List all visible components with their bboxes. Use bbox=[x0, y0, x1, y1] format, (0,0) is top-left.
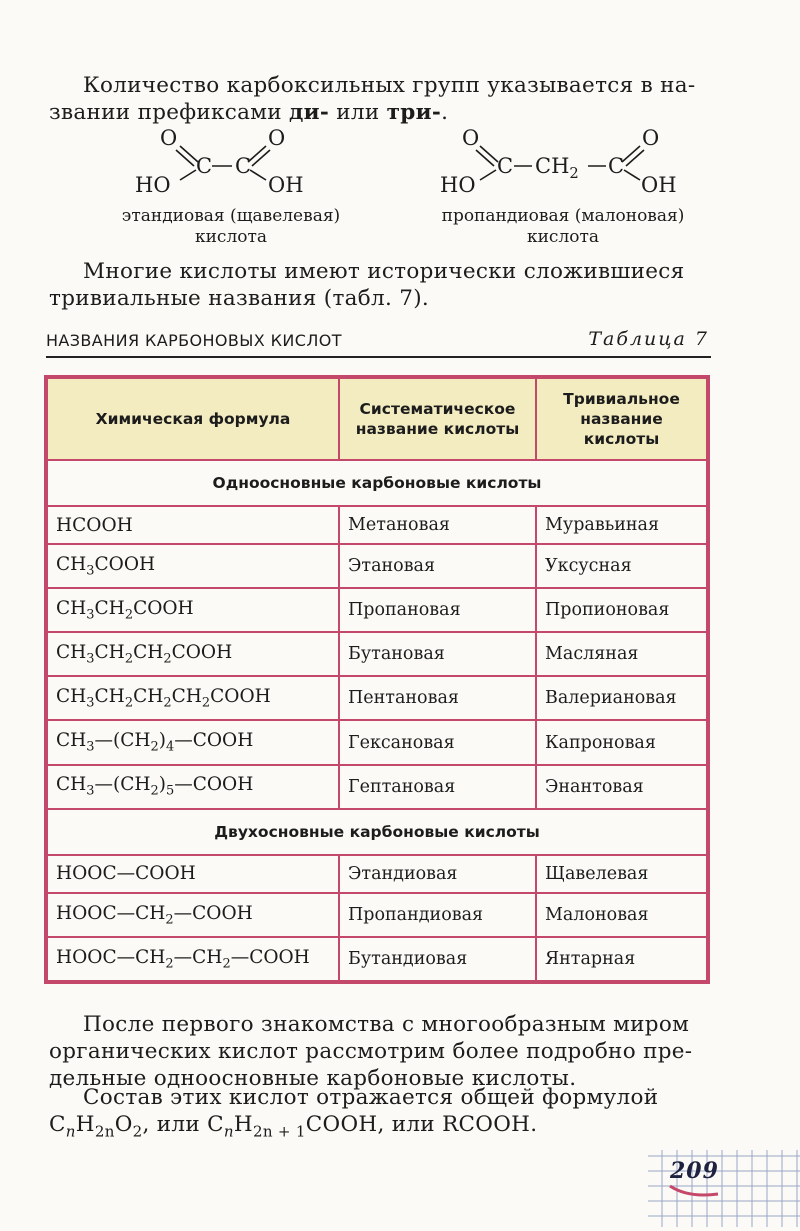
formula-cell: HCOOH bbox=[48, 507, 338, 543]
oxalic-ho: HO bbox=[135, 173, 171, 197]
malonic-ch2: $CH_2$ bbox=[535, 154, 579, 183]
malonic-caption: пропандиовая (малоновая) кислота bbox=[441, 206, 685, 247]
trivial-cell: Пропионовая bbox=[537, 589, 706, 631]
general-formulas: $C_nH_{2n}O_2$, или $C_nH_{2n + 1}COOH$, или RCOOH. bbox=[49, 1112, 538, 1141]
table-row bbox=[48, 507, 706, 543]
table-row bbox=[48, 766, 706, 808]
group-row-monobasic: Одноосновные карбоновые кислоты bbox=[48, 461, 706, 505]
systematic-cell: Пропандиовая bbox=[340, 894, 535, 936]
oxalic-o-right: O bbox=[268, 126, 286, 150]
oxalic-c-left: C bbox=[196, 154, 213, 178]
trivial-cell: Капроновая bbox=[537, 721, 706, 763]
systematic-cell: Этановая bbox=[340, 545, 535, 587]
carboxylic-acids-table bbox=[44, 375, 710, 984]
study-paragraph: После первого знакомства с многообразным миром органических кислот рассмотрим более подробно пре- дельные одноосновные карбоновые кислоты. bbox=[49, 1012, 693, 1091]
intro-line-2: звании префиксами ди- или три-. bbox=[49, 100, 449, 125]
formula-rcooh: RCOOH bbox=[442, 1112, 531, 1137]
formula-cell: $CH_3CH_2CH_2COOH$ bbox=[48, 633, 338, 675]
page-number-corner bbox=[648, 1150, 800, 1227]
table-row bbox=[48, 677, 706, 719]
formula-cnh2n1cooh: $C_nH_{2n + 1}COOH$ bbox=[207, 1112, 378, 1141]
table-title: НАЗВАНИЯ КАРБОНОВЫХ КИСЛОТ bbox=[46, 331, 342, 350]
header-systematic: Систематическое название кислоты bbox=[340, 379, 535, 459]
table-row bbox=[48, 894, 706, 936]
table-row bbox=[48, 721, 706, 763]
table-row bbox=[48, 938, 706, 980]
page-number: 209 bbox=[670, 1158, 719, 1184]
systematic-cell: Метановая bbox=[340, 507, 535, 543]
malonic-ho: HO bbox=[440, 173, 476, 197]
prefix-di: ди- bbox=[289, 100, 330, 125]
table-label: Таблица 7 bbox=[588, 328, 709, 350]
table-row bbox=[48, 545, 706, 587]
trivial-cell: Уксусная bbox=[537, 545, 706, 587]
trivial-cell: Муравьиная bbox=[537, 507, 706, 543]
systematic-cell: Гексановая bbox=[340, 721, 535, 763]
intro-line-1: Количество карбоксильных групп указывается в на- bbox=[83, 73, 696, 98]
formula-cell: $CH_3—(CH_2)_4—COOH$ bbox=[48, 721, 338, 763]
prefix-tri: три- bbox=[386, 100, 442, 125]
table-heading bbox=[46, 326, 711, 358]
systematic-cell: Этандиовая bbox=[340, 856, 535, 892]
trivial-cell: Малоновая bbox=[537, 894, 706, 936]
systematic-cell: Гептановая bbox=[340, 766, 535, 808]
intro-paragraph bbox=[49, 72, 723, 126]
formula-cnh2no2: $C_nH_{2n}O_2$ bbox=[49, 1112, 143, 1141]
table-row bbox=[48, 589, 706, 631]
formula-cell: $CH_3CH_2CH_2CH_2COOH$ bbox=[48, 677, 338, 719]
oxalic-caption: этандиовая (щавелевая) кислота bbox=[121, 206, 341, 247]
group-row-dibasic: Двухосновные карбоновые кислоты bbox=[48, 810, 706, 854]
trivial-cell: Янтарная bbox=[537, 938, 706, 980]
header-formula: Химическая формула bbox=[48, 379, 338, 459]
formula-cell: $CH_3COOH$ bbox=[48, 545, 338, 587]
systematic-cell: Бутандиовая bbox=[340, 938, 535, 980]
table-row bbox=[48, 856, 706, 892]
malonic-o-left: O bbox=[462, 126, 480, 150]
systematic-cell: Бутановая bbox=[340, 633, 535, 675]
malonic-c-right: C bbox=[608, 154, 625, 178]
trivial-names-paragraph: Многие кислоты имеют исторически сложившиеся тривиальные названия (табл. 7). bbox=[49, 259, 685, 311]
formula-cell: $CH_3CH_2COOH$ bbox=[48, 589, 338, 631]
table-row bbox=[48, 633, 706, 675]
oxalic-o-left: O bbox=[160, 126, 178, 150]
table-header-row bbox=[48, 379, 706, 459]
systematic-cell: Пропановая bbox=[340, 589, 535, 631]
oxalic-oh: OH bbox=[268, 173, 304, 197]
header-trivial: Тривиальное название кислоты bbox=[537, 379, 706, 459]
malonic-c-left: C bbox=[497, 154, 514, 178]
trivial-cell: Валериановая bbox=[537, 677, 706, 719]
trivial-cell: Масляная bbox=[537, 633, 706, 675]
general-formula-paragraph: Состав этих кислот отражается общей формулой $C_nH_{2n}O_2$, или $C_nH_{2n + 1}COOH$, или RCOOH. bbox=[83, 1084, 723, 1145]
formula-cell: HOOC—COOH bbox=[48, 856, 338, 892]
malonic-oh: OH bbox=[641, 173, 677, 197]
formula-cell: $HOOC—CH_2—COOH$ bbox=[48, 894, 338, 936]
trivial-cell: Щавелевая bbox=[537, 856, 706, 892]
formula-cell: $HOOC—CH_2—CH_2—COOH$ bbox=[48, 938, 338, 980]
trivial-cell: Энантовая bbox=[537, 766, 706, 808]
formula-cell: $CH_3—(CH_2)_5—COOH$ bbox=[48, 766, 338, 808]
systematic-cell: Пентановая bbox=[340, 677, 535, 719]
malonic-o-right: O bbox=[642, 126, 660, 150]
oxalic-c-right: C bbox=[235, 154, 252, 178]
